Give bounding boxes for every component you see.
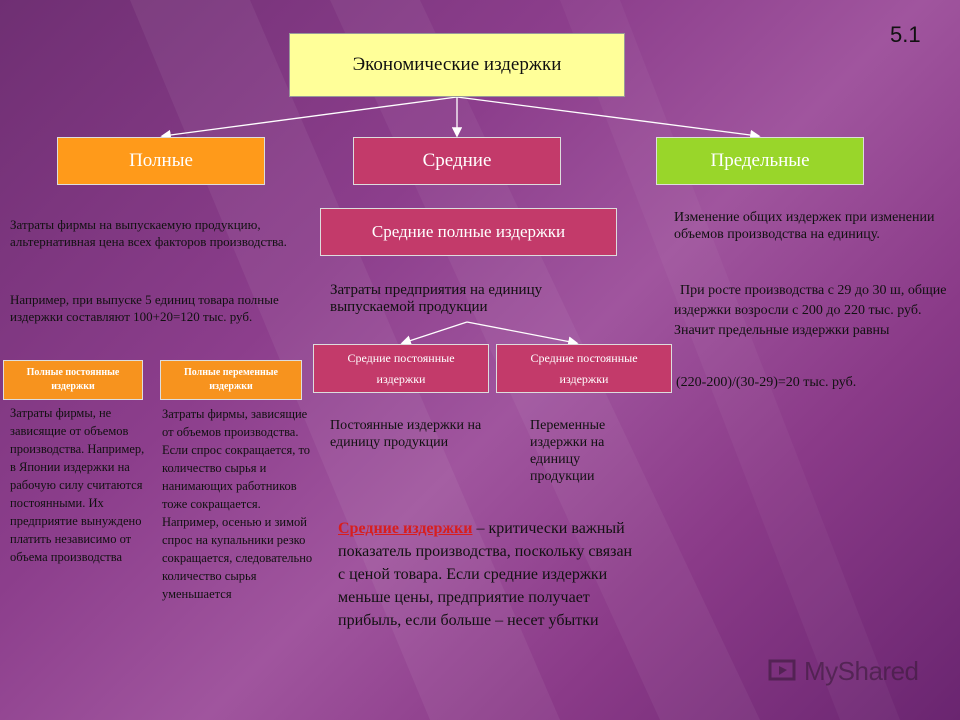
average-full-box: Средние полные издержки (320, 208, 617, 256)
average-note (338, 517, 638, 632)
full-description: Затраты фирмы на выпускаемую продукцию, альтернативная цена всех факторов производства. (10, 217, 287, 249)
full-fixed-description: Затраты фирмы, не зависящие от объемов производства. Например, в Японии издержки на рабочую силу считаются постоянными. Их предприятие вынуждено платить независимо от объема производства (10, 406, 145, 564)
watermark-logo (768, 656, 919, 687)
avg-variable-description: Переменные издержки на единицу продукции (530, 418, 606, 484)
category-full: Полные (57, 137, 265, 185)
category-marginal: Предельные (656, 137, 864, 185)
marginal-formula: (220-200)/(30-29)=20 тыс. руб. (676, 375, 857, 390)
avg-fixed-description: Постоянные издержки на единицу продукции (330, 418, 482, 450)
average-description: Затраты предприятия на единицу выпускаемой продукции (330, 282, 543, 315)
average-note-text: – критически важный показатель производства, поскольку связан с ценой товара. Если средние издержки меньше цены, предприятие получает прибыль, если больше – несет убытки (338, 520, 633, 629)
title-box: Экономические издержки (289, 33, 625, 97)
marginal-example: При росте производства с 29 до 30 ш, общие издержки возросли с 200 до 220 тыс. руб. Значит предельные издержки равны (674, 283, 947, 338)
arrow-to-avg-fixed (403, 322, 467, 343)
marginal-description: Изменение общих издержек при изменении объемов производства на единицу. (674, 210, 935, 242)
arrow-to-full (163, 97, 457, 136)
average-note-highlight: Средние издержки (338, 520, 473, 537)
avg-fixed-box: Средние постоянные издержки (313, 344, 489, 393)
watermark-text: MyShared (804, 656, 919, 686)
slide-number: 5.1 (890, 22, 921, 47)
category-average: Средние (353, 137, 561, 185)
arrow-to-marginal (457, 97, 758, 136)
arrow-to-avg-variable (467, 322, 576, 343)
avg-variable-box: Средние постоянные издержки (496, 344, 672, 393)
full-example: Например, при выпуске 5 единиц товара полные издержки составляют 100+20=120 тыс. руб. (10, 292, 279, 324)
full-fixed-box: Полные постоянные издержки (3, 360, 143, 400)
full-variable-description: Затраты фирмы, зависящие от объемов производства. Если спрос сокращается, то количество сырья и нанимающих работников тоже сокращается. Например, осенью и зимой спрос на купальники резко сокращается, следовательно количество сырья уменьшается (162, 407, 313, 601)
full-variable-box: Полные переменные издержки (160, 360, 302, 400)
presentation-icon (768, 657, 798, 687)
